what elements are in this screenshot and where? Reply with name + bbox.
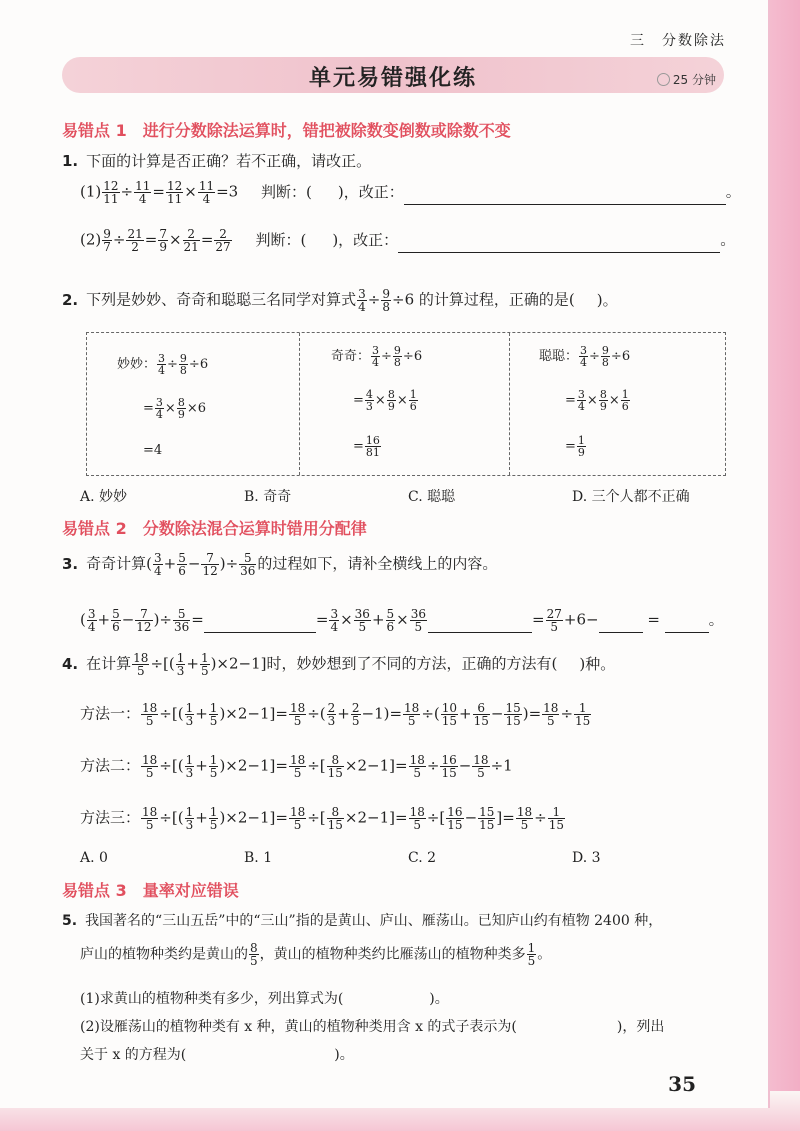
error-tag: 易错点 1 xyxy=(62,121,127,140)
question-5-sub-3: 关于 x 的方程为( )。 xyxy=(80,1047,354,1063)
fraction: $\frac{11}{4}$ xyxy=(135,179,151,206)
fraction: $\frac{9}{8}$ xyxy=(382,287,391,314)
q1-line-1: (1) $\frac{12}{11}$ ÷ $\frac{11}{4}$ = $\frac{12}{11}$ × $\frac{11}{4}$ =3 判断：( )，改正： 。 xyxy=(80,179,741,206)
error-text: 进行分数除法运算时，错把被除数变倒数或除数不变 xyxy=(142,121,511,140)
question-5-line-2: 庐山的植物种类约是黄山的 $\frac{8}{5}$ ，黄山的植物种类约比雁荡山的植物种类多 $\frac{1}{5}$ 。 xyxy=(80,941,552,968)
q4-option-b[interactable]: B. 1 xyxy=(244,850,273,866)
question-number: 4. xyxy=(62,654,79,673)
fraction: $\frac{21}{2}$ xyxy=(127,227,143,254)
question-5-sub-2: (2)设雁荡山的植物种类有 x 种，黄山的植物种类用含 x 的式子表示为( )，列出 xyxy=(80,1019,665,1035)
q1-line-2: (2) $\frac{9}{7}$ ÷ $\frac{21}{2}$ = $\frac{7}{9}$ × $\frac{2}{21}$ = $\frac{2}{27}$ 判断：( )，改正： 。 xyxy=(80,227,736,254)
fraction: $\frac{2}{27}$ xyxy=(215,227,231,254)
question-number: 2. xyxy=(62,290,79,309)
qiqi-step-2: = $\frac{4}{3}$ × $\frac{8}{9}$ × $\frac{1}{6}$ xyxy=(353,388,417,413)
title-bar xyxy=(62,57,724,93)
error-point-3: 易错点 3 量率对应错误 xyxy=(62,881,239,900)
correct-label: )，改正： xyxy=(337,182,404,201)
q2-option-c[interactable]: C. 聪聪 xyxy=(408,489,456,505)
page-number: 35 xyxy=(668,1072,696,1096)
q2-option-a[interactable]: A. 妙妙 xyxy=(80,489,128,505)
miaomiao-step-2: = $\frac{3}{4}$ × $\frac{8}{9}$ ×6 xyxy=(143,396,206,421)
q4-method-1: 方法一： $\frac{18}{5}$ ÷[( $\frac{1}{3}$ + $\frac{1}{5}$ )×2−1]= $\frac{18}{5}$ ÷( $\frac{2}{3}$ + $\frac{2}{5}$ −1)= $\frac{18}{5}$ ÷( $\frac{10}{15}$ + $\frac{6}{15}$ − $\frac{15}{15}$ )= $\frac{18}{5}$ ÷ $\frac{1}{15}$ xyxy=(80,701,591,728)
question-1 xyxy=(62,150,371,171)
miaomiao-result: =4 xyxy=(143,443,163,458)
fraction: $\frac{7}{9}$ xyxy=(159,227,167,254)
fraction: $\frac{3}{4}$ xyxy=(358,287,366,314)
q3-working: ( $\frac{3}{4}$ + $\frac{5}{6}$ − $\frac{7}{12}$ )÷ $\frac{5}{36}$ = = $\frac{3}{4}$ × $\frac{36}{5}$ + $\frac{5}{6}$ × $\frac{36}{5}$ = $\frac{27}{5}$ +6− = 。 xyxy=(80,607,724,634)
question-5-line-1: 5. 我国著名的“三山五岳”中的“三山”指的是黄山、庐山、雁荡山。已知庐山约有植物 2400 种， xyxy=(62,913,663,929)
question-number: 3. xyxy=(62,554,79,573)
fraction: $\frac{2}{21}$ xyxy=(183,227,199,254)
q4-method-3: 方法三： $\frac{18}{5}$ ÷[( $\frac{1}{3}$ + $\frac{1}{5}$ )×2−1]= $\frac{18}{5}$ ÷[ $\frac{8}{15}$ ×2−1]= $\frac{18}{5}$ ÷[ $\frac{16}{15}$ − $\frac{15}{15}$ ]= $\frac{18}{5}$ ÷ $\frac{1}{15}$ xyxy=(80,805,564,832)
judge-label: 判断：( xyxy=(255,230,307,249)
sub-label: (1) xyxy=(80,182,102,201)
question-number: 1. xyxy=(62,152,79,170)
answer-blank[interactable] xyxy=(599,632,643,633)
miaomiao-step-1: 妙妙： $\frac{3}{4}$ ÷ $\frac{9}{8}$ ÷6 xyxy=(117,352,209,377)
question-2: 2. 下列是妙妙、奇奇和聪聪三名同学对算式 $\frac{3}{4}$ ÷ $\frac{9}{8}$ ÷6 的计算过程，正确的是( )。 xyxy=(62,287,618,314)
answer-blank[interactable] xyxy=(404,204,726,205)
q4-option-d[interactable]: D. 3 xyxy=(572,850,601,866)
fraction: $\frac{11}{4}$ xyxy=(198,179,215,206)
solutions-box xyxy=(86,332,726,476)
congcong-step-2: = $\frac{3}{4}$ × $\frac{8}{9}$ × $\frac{1}{6}$ xyxy=(565,388,629,413)
clock-icon xyxy=(657,73,670,86)
q4-method-2: 方法二： $\frac{18}{5}$ ÷[( $\frac{1}{3}$ + $\frac{1}{5}$ )×2−1]= $\frac{18}{5}$ ÷[ $\frac{8}{15}$ ×2−1]= $\frac{18}{5}$ ÷ $\frac{16}{15}$ − $\frac{18}{5}$ ÷1 xyxy=(80,753,513,780)
fraction: $\frac{12}{11}$ xyxy=(103,179,119,206)
answer-blank[interactable] xyxy=(428,632,532,633)
error-point-1 xyxy=(62,118,511,141)
error-point-2: 易错点 2 分数除法混合运算时错用分配律 xyxy=(62,519,367,538)
page-title: 单元易错强化练 xyxy=(308,66,477,91)
q4-option-c[interactable]: C. 2 xyxy=(408,850,437,866)
answer-blank[interactable] xyxy=(204,632,316,633)
q2-option-b[interactable]: B. 奇奇 xyxy=(244,489,292,505)
qiqi-step-1: 奇奇： $\frac{3}{4}$ ÷ $\frac{9}{8}$ ÷6 xyxy=(331,344,423,369)
timer-text: 25 分钟 xyxy=(672,73,716,87)
question-3: 3. 奇奇计算( $\frac{3}{4}$ + $\frac{5}{6}$ − $\frac{7}{12}$ )÷ $\frac{5}{36}$ 的过程如下，请补全横线上的内容。 xyxy=(62,551,498,578)
question-stem: 下面的计算是否正确？若不正确，请改正。 xyxy=(86,152,372,170)
question-4: 4. 在计算 $\frac{18}{5}$ ÷[( $\frac{1}{3}$ + $\frac{1}{5}$ )×2−1]时，妙妙想到了不同的方法，正确的方法有( )种。 xyxy=(62,651,616,678)
congcong-step-1: 聪聪： $\frac{3}{4}$ ÷ $\frac{9}{8}$ ÷6 xyxy=(539,344,631,369)
timer xyxy=(657,71,716,88)
congcong-result: = $\frac{1}{9}$ xyxy=(565,434,585,459)
answer-blank[interactable] xyxy=(398,252,720,253)
fraction: $\frac{9}{7}$ xyxy=(103,227,111,254)
chapter-label: 三 分数除法 xyxy=(630,33,726,49)
sub-label: (2) xyxy=(80,230,102,249)
q4-option-a[interactable]: A. 0 xyxy=(80,850,108,866)
judge-label: 判断：( xyxy=(261,182,312,201)
fraction: $\frac{12}{11}$ xyxy=(166,179,183,206)
question-number: 5. xyxy=(62,913,78,929)
answer-blank[interactable] xyxy=(665,632,709,633)
question-5-sub-1: (1)求黄山的植物种类有多少，列出算式为( )。 xyxy=(80,991,449,1007)
qiqi-result: = $\frac{16}{81}$ xyxy=(353,434,380,459)
correct-label: )，改正： xyxy=(332,230,399,249)
q2-option-d[interactable]: D. 三个人都不正确 xyxy=(572,489,690,505)
